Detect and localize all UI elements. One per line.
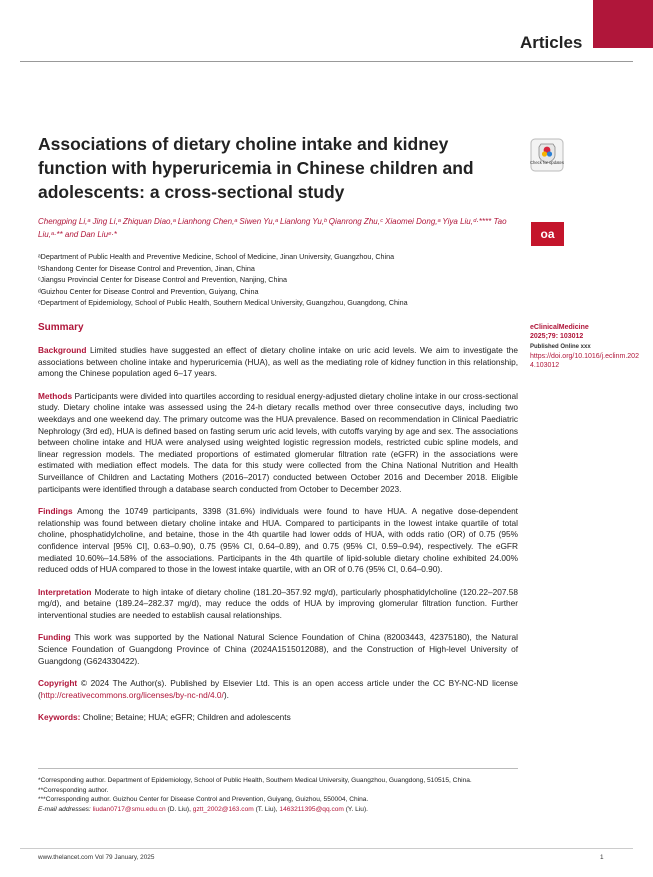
funding-text: This work was supported by the National Natural Science Foundation of China (82003443, 42375180), the Natural Science Foundation of Guangdong Province of China (2024A1515012088), and the Construction of High-level University of Guangdong (G624330422). bbox=[38, 632, 519, 666]
affiliations bbox=[38, 251, 518, 309]
affiliation-item: ᵉDepartment of Epidemiology, School of Public Health, Southern Medical University, Guangzhou, Guangdong, China bbox=[38, 298, 408, 308]
interpretation-label: Interpretation bbox=[38, 586, 92, 597]
abstract-copyright bbox=[38, 678, 518, 701]
affiliation-item: ᵇShandong Center for Disease Control and Prevention, Jinan, China bbox=[38, 263, 255, 273]
doi-link[interactable]: https://doi.org/10.1016/j.eclinm.2024.103012 bbox=[530, 353, 639, 369]
affiliation-item: ᶜJiangsu Provincial Center for Disease Control and Prevention, Nanjing, China bbox=[38, 275, 288, 285]
abstract bbox=[38, 321, 518, 735]
email-link[interactable]: gztt_2002@163.com bbox=[192, 805, 254, 813]
findings-text: Among the 10749 participants, 3398 (31.6%) individuals were found to have HUA. A negative dose-dependent relationship was found between dietary choline intake and HUA. Compared to participants in the lowest intake quartile of total choline, phosphatidylcholine, and betaine, those in the 4th quartile had lower odds of HUA, with odds ratio (OR) of 0.75 (95% confidence interval [95% CI], 0.63–0.90), 0.75 (95% CI, 0.64–0.89), and 0.75 (95% CI, 0.59–0.94), respectively. The eGFR mediated 10.60%–14.58% of the associations. Participants in the 4th quartile of lipid-soluble dietary choline exhibited 24.00% reduced odds of HUA compared to those in the lowest intake quartile, with an OR of 0.76 (95% CI, 0.64–0.90). bbox=[38, 506, 518, 575]
affiliation-item: ᵈGuizhou Center for Disease Control and Prevention, Guiyang, China bbox=[38, 286, 259, 296]
article-title: Associations of dietary choline intake and kidney function with hyperuricemia in Chinese children and adolescents: a cross-sectional study bbox=[38, 134, 474, 202]
interpretation-text: Moderate to high intake of dietary choline (181.20–357.92 mg/d), particularly phosphatidylcholine (120.22–207.58 mg/d), and betaine (189.24–282.37 mg/d), may reduce the odds of HUA by improving glomerular filtration function. Further interventional studies are needed to establish causal relationships. bbox=[38, 586, 519, 620]
keywords-text: Choline; Betaine; HUA; eGFR; Children and adolescents bbox=[82, 712, 291, 723]
check-updates-label: Check for updates bbox=[530, 160, 564, 165]
email-line bbox=[38, 805, 523, 815]
abstract-funding bbox=[38, 632, 518, 667]
findings-label: Findings bbox=[38, 506, 73, 517]
abstract-keywords bbox=[38, 712, 518, 724]
article-meta-sidebar bbox=[530, 323, 640, 370]
email-owner: (D. Liu), bbox=[165, 805, 193, 813]
methods-text: Participants were divided into quartiles according to residual energy-adjusted dietary choline intake in our cross-sectional study. Dietary choline intake was assessed using the 24-h dietary recalls method over three consecutive days, including two weekdays and one weekend day. The primary outcome was the HUA prevalence. Based on recommendation in Clinical Paediatric Nephrology (3rd ed), HUA is defined based on fasting serum uric acid levels, with cutoffs varying by age and sex. The associations between choline intake and HUA were analysed using weighted logistic regression models, restricted cubic spline models, and linear regression models. The mediated proportions of estimated glomerular filtration rate (eGFR) in the associations were estimated with mediation effect models. The data for this study were collected from the China National Nutrition and Health Surveillance of Children and Lactating Mothers (2016–2017) conducted between October 2016 and December 2018. Eligible participants were identified through a database search conducted from October to December 2023. bbox=[38, 390, 519, 494]
abstract-findings bbox=[38, 506, 518, 576]
journal-citation: 2025;79: 103012 bbox=[530, 333, 584, 340]
footnote-item: **Corresponding author. bbox=[38, 786, 109, 794]
published-online: Published Online xxx bbox=[530, 344, 591, 350]
footnotes bbox=[38, 776, 523, 814]
copyright-end: ). bbox=[223, 689, 229, 700]
summary-heading: Summary bbox=[38, 322, 84, 333]
abstract-background bbox=[38, 345, 518, 380]
copyright-text: © 2024 The Author(s). Published by Elsevier Ltd. This is an open access article under the CC BY-NC-ND license ( bbox=[38, 678, 518, 700]
section-label: Articles bbox=[520, 33, 583, 52]
footer-journal: www.thelancet.com Vol 79 January, 2025 bbox=[38, 854, 155, 861]
header-rule bbox=[20, 61, 633, 62]
footnote-rule bbox=[38, 768, 518, 769]
email-owner: (Y. Liu). bbox=[343, 805, 368, 813]
journal-name: eClinicalMedicine bbox=[530, 324, 589, 331]
email-label: E-mail addresses: bbox=[38, 805, 91, 813]
license-link[interactable]: http://creativecommons.org/licenses/by-nc-nd/4.0/ bbox=[40, 689, 224, 700]
footer-rule bbox=[20, 848, 633, 849]
background-text: Limited studies have suggested an effect of dietary choline intake on uric acid levels. We aim to investigate the associations between choline intake and hyperuricemia (HUA), as well as the mediating role of kidney function in this relationship, among the Chinese population aged 6–17 years. bbox=[38, 345, 518, 379]
open-access-badge: oa bbox=[531, 222, 564, 246]
funding-label: Funding bbox=[38, 632, 71, 643]
abstract-interpretation bbox=[38, 587, 518, 622]
email-link[interactable]: 1463211395@qq.com bbox=[279, 805, 344, 813]
author-list: Chengping Li,ᵃ Jing Li,ᵃ Zhiquan Diao,ᵃ Lianhong Chen,ᵃ Siwen Yu,ᵃ Lianlong Yu,ᵇ Qianrong Zhu,ᶜ Xiaomei Dong,ᵃ Yiya Liu,ᵈ·**** Tao Liu,ᵃ·** and Dan Liuᵉ·* bbox=[38, 217, 507, 239]
header-accent-bar bbox=[593, 0, 653, 48]
page-number: 1 bbox=[600, 854, 604, 861]
affiliation-item: ᵃDepartment of Public Health and Preventive Medicine, School of Medicine, Jinan University, Guangzhou, China bbox=[38, 252, 395, 261]
copyright-label: Copyright bbox=[38, 678, 78, 689]
keywords-label: Keywords: bbox=[38, 712, 81, 723]
background-label: Background bbox=[38, 345, 87, 355]
email-link[interactable]: liudan0717@smu.edu.cn bbox=[92, 805, 166, 813]
footnote-item: *Corresponding author. Department of Epidemiology, School of Public Health, Southern Medical University, Guangzhou, Guangdong, 510515, China. bbox=[38, 777, 472, 784]
methods-label: Methods bbox=[38, 390, 73, 401]
check-for-updates-badge[interactable] bbox=[530, 138, 564, 172]
email-owner: (T. Liu), bbox=[253, 805, 280, 813]
abstract-methods bbox=[38, 391, 518, 495]
check-updates-icon bbox=[530, 138, 564, 172]
footnote-item: ***Corresponding author. Guizhou Center for Disease Control and Prevention, Guiyang, Guizhou, 550004, China. bbox=[38, 796, 369, 804]
